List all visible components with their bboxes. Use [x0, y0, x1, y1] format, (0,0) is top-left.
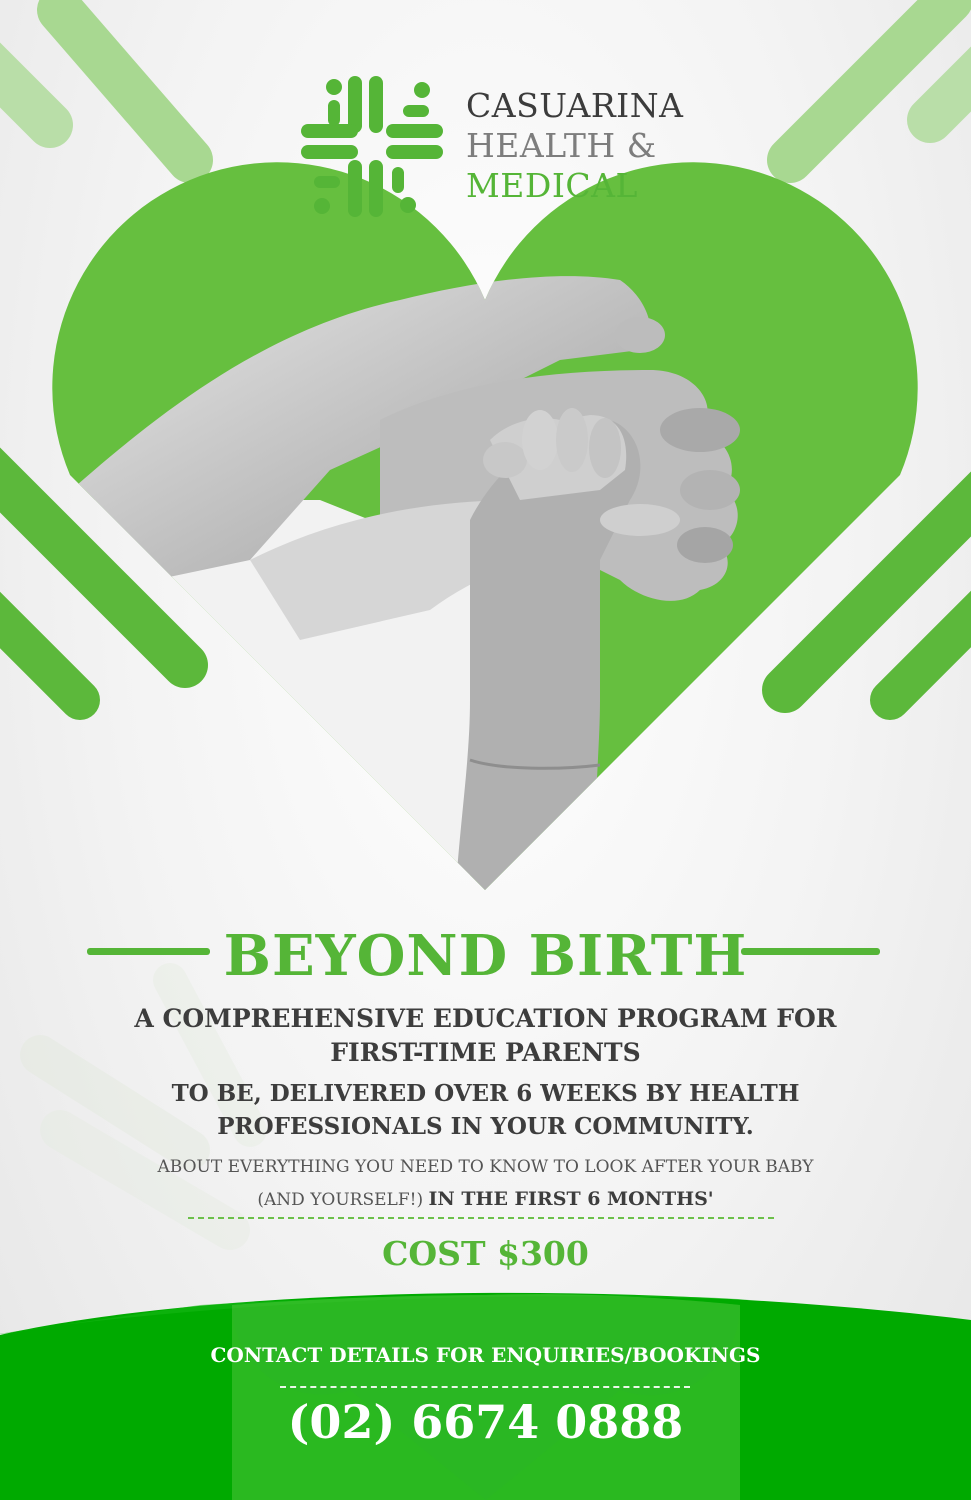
contact-label: CONTACT DETAILS FOR ENQUIRIES/BOOKINGS [210, 1343, 761, 1367]
brand-line1: CASUARINA [466, 86, 684, 125]
phone-number[interactable]: (02) 6674 0888 [287, 1395, 684, 1449]
subheading-line3: TO BE, DELIVERED OVER 6 WEEKS BY HEALTH [171, 1080, 800, 1107]
brand-line3: MEDICAL [466, 166, 638, 205]
subheading-primary [0, 1002, 971, 1070]
top-right-stripes [790, 0, 971, 160]
details-line2-bold: IN THE FIRST 6 MONTHS' [428, 1188, 714, 1210]
brand-line2: HEALTH & [466, 126, 657, 165]
subheading-secondary [0, 1077, 971, 1143]
details-line2-normal: (AND YOURSELF!) [257, 1190, 429, 1210]
cost-label: COST $300 [382, 1234, 589, 1273]
title-row [0, 915, 971, 989]
subheading-line1: A COMPREHENSIVE EDUCATION PROGRAM FOR [134, 1004, 837, 1033]
top-left-stripes [0, 10, 190, 160]
details-line1: ABOUT EVERYTHING YOU NEED TO KNOW TO LOOK AFTER YOUR BABY [157, 1157, 814, 1177]
details-text [0, 1151, 971, 1216]
details-line2 [0, 1183, 971, 1216]
brand-name [466, 86, 683, 206]
contact-divider [280, 1386, 690, 1388]
headline: BEYOND BIRTH [223, 923, 748, 989]
subheading-line4: PROFESSIONALS IN YOUR COMMUNITY. [217, 1113, 754, 1140]
subheading-line2: FIRST-TIME PARENTS [330, 1038, 641, 1067]
dashed-divider [188, 1217, 774, 1219]
